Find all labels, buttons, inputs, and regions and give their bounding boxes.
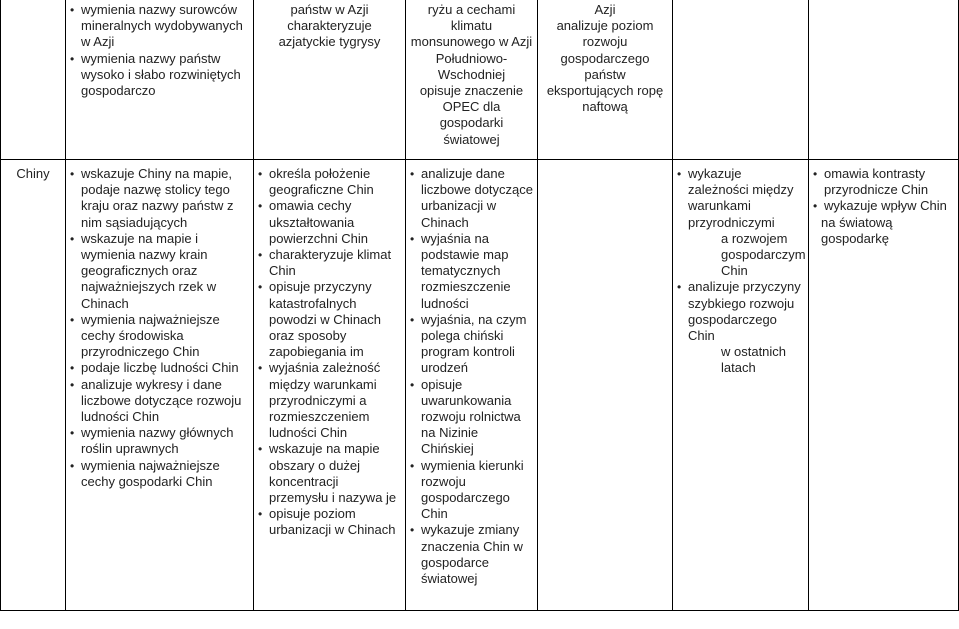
grade-cell-1 [66, 160, 254, 611]
requirement-item: • opisuje poziom urbanizacji w Chinach [258, 506, 401, 538]
requirement-item: • analizuje przyczyny szybkiego rozwoju gospodarczego Chin [677, 279, 804, 344]
requirement-continuation: a rozwojem gospodarczym Chin [721, 230, 806, 279]
grade-cell-4 [538, 0, 673, 160]
requirement-item: • wymienia nazwy surowców mineralnych wydobywanych w Azji [70, 2, 249, 51]
requirement-item: • wyjaśnia, na czym polega chiński program kontroli urodzeń [410, 312, 533, 377]
requirement-item: państw w Azji [290, 2, 369, 17]
table-row [1, 160, 959, 611]
requirement-item: • charakteryzuje klimat Chin [258, 247, 401, 279]
requirement-item: • określa położenie geograficzne Chin [258, 166, 401, 198]
requirement-item: Azji [594, 2, 616, 17]
grade-cell-6 [809, 0, 959, 160]
grade-cell-2 [254, 160, 406, 611]
requirement-item: • podaje liczbę ludności Chin [70, 360, 249, 376]
requirement-item: • omawia cechy ukształtowania powierzchni Chin [258, 198, 401, 247]
requirement-item: • wyjaśnia na podstawie map tematycznych rozmieszczenie ludności [410, 231, 533, 312]
requirement-item: • wymienia najważniejsze cechy środowiska przyrodniczego Chin [70, 312, 249, 361]
requirement-item: • wymienia kierunki rozwoju gospodarczego Chin [410, 458, 533, 523]
grade-cell-3 [406, 160, 538, 611]
requirement-item: • wykazuje zmiany znaczenia Chin w gospodarce światowej [410, 522, 533, 587]
region-cell [1, 0, 66, 160]
requirement-item: • wyjaśnia zależność między warunkami przyrodniczymi a rozmieszczeniem ludności Chin [258, 360, 401, 441]
grade-cell-5 [673, 0, 809, 160]
requirement-item: • wskazuje Chiny na mapie, podaje nazwę stolicy tego kraju oraz nazwy państw z nim sąsiadujących [70, 166, 249, 231]
requirement-continuation: w ostatnich latach [721, 344, 787, 376]
requirement-item: • wskazuje na mapie obszary o dużej koncentracji przemysłu i nazywa je [258, 441, 401, 506]
requirement-item: • omawia kontrasty przyrodnicze Chin [813, 166, 954, 198]
grade-cell-3 [406, 0, 538, 160]
requirement-item: • opisuje uwarunkowania rozwoju rolnictwa na Nizinie Chińskiej [410, 377, 533, 458]
requirement-item: • wskazuje na mapie i wymienia nazwy krain geograficznych oraz najważniejszych rzek w Chinach [70, 231, 249, 312]
grade-cell-1 [66, 0, 254, 160]
requirement-item: opisuje znaczenie OPEC dla gospodarki światowej [419, 83, 524, 147]
requirement-item: • analizuje dane liczbowe dotyczące urbanizacji w Chinach [410, 166, 533, 231]
requirement-item: analizuje poziom rozwoju gospodarczego państw eksportujących ropę naftową [546, 18, 664, 115]
requirement-item: • wykazuje wpływ Chin [813, 198, 954, 214]
grade-cell-2 [254, 0, 406, 160]
table-row [1, 0, 959, 160]
grade-cell-5 [673, 160, 809, 611]
requirement-item: • wykazuje zależności między warunkami przyrodniczymi [677, 166, 804, 231]
requirement-item: • opisuje przyczyny katastrofalnych powodzi w Chinach oraz sposoby zapobiegania im [258, 279, 401, 360]
requirement-item: • wymienia nazwy głównych roślin uprawnych [70, 425, 249, 457]
requirement-item: charakteryzuje azjatyckie tygrysy [278, 18, 381, 50]
region-cell: Chiny [1, 160, 66, 611]
requirement-item: • wymienia nazwy państw wysoko i słabo rozwiniętych gospodarczo [70, 51, 249, 100]
grade-cell-6 [809, 160, 959, 611]
requirement-item: • analizuje wykresy i dane liczbowe dotyczące rozwoju ludności Chin [70, 377, 249, 426]
requirement-item: ryżu a cechami klimatu monsunowego w Azji Południowo-Wschodniej [410, 2, 533, 82]
requirement-item: • wymienia najważniejsze cechy gospodarki Chin [70, 458, 249, 490]
grade-cell-4 [538, 160, 673, 611]
requirement-continuation: na światową gospodarkę [821, 214, 893, 246]
